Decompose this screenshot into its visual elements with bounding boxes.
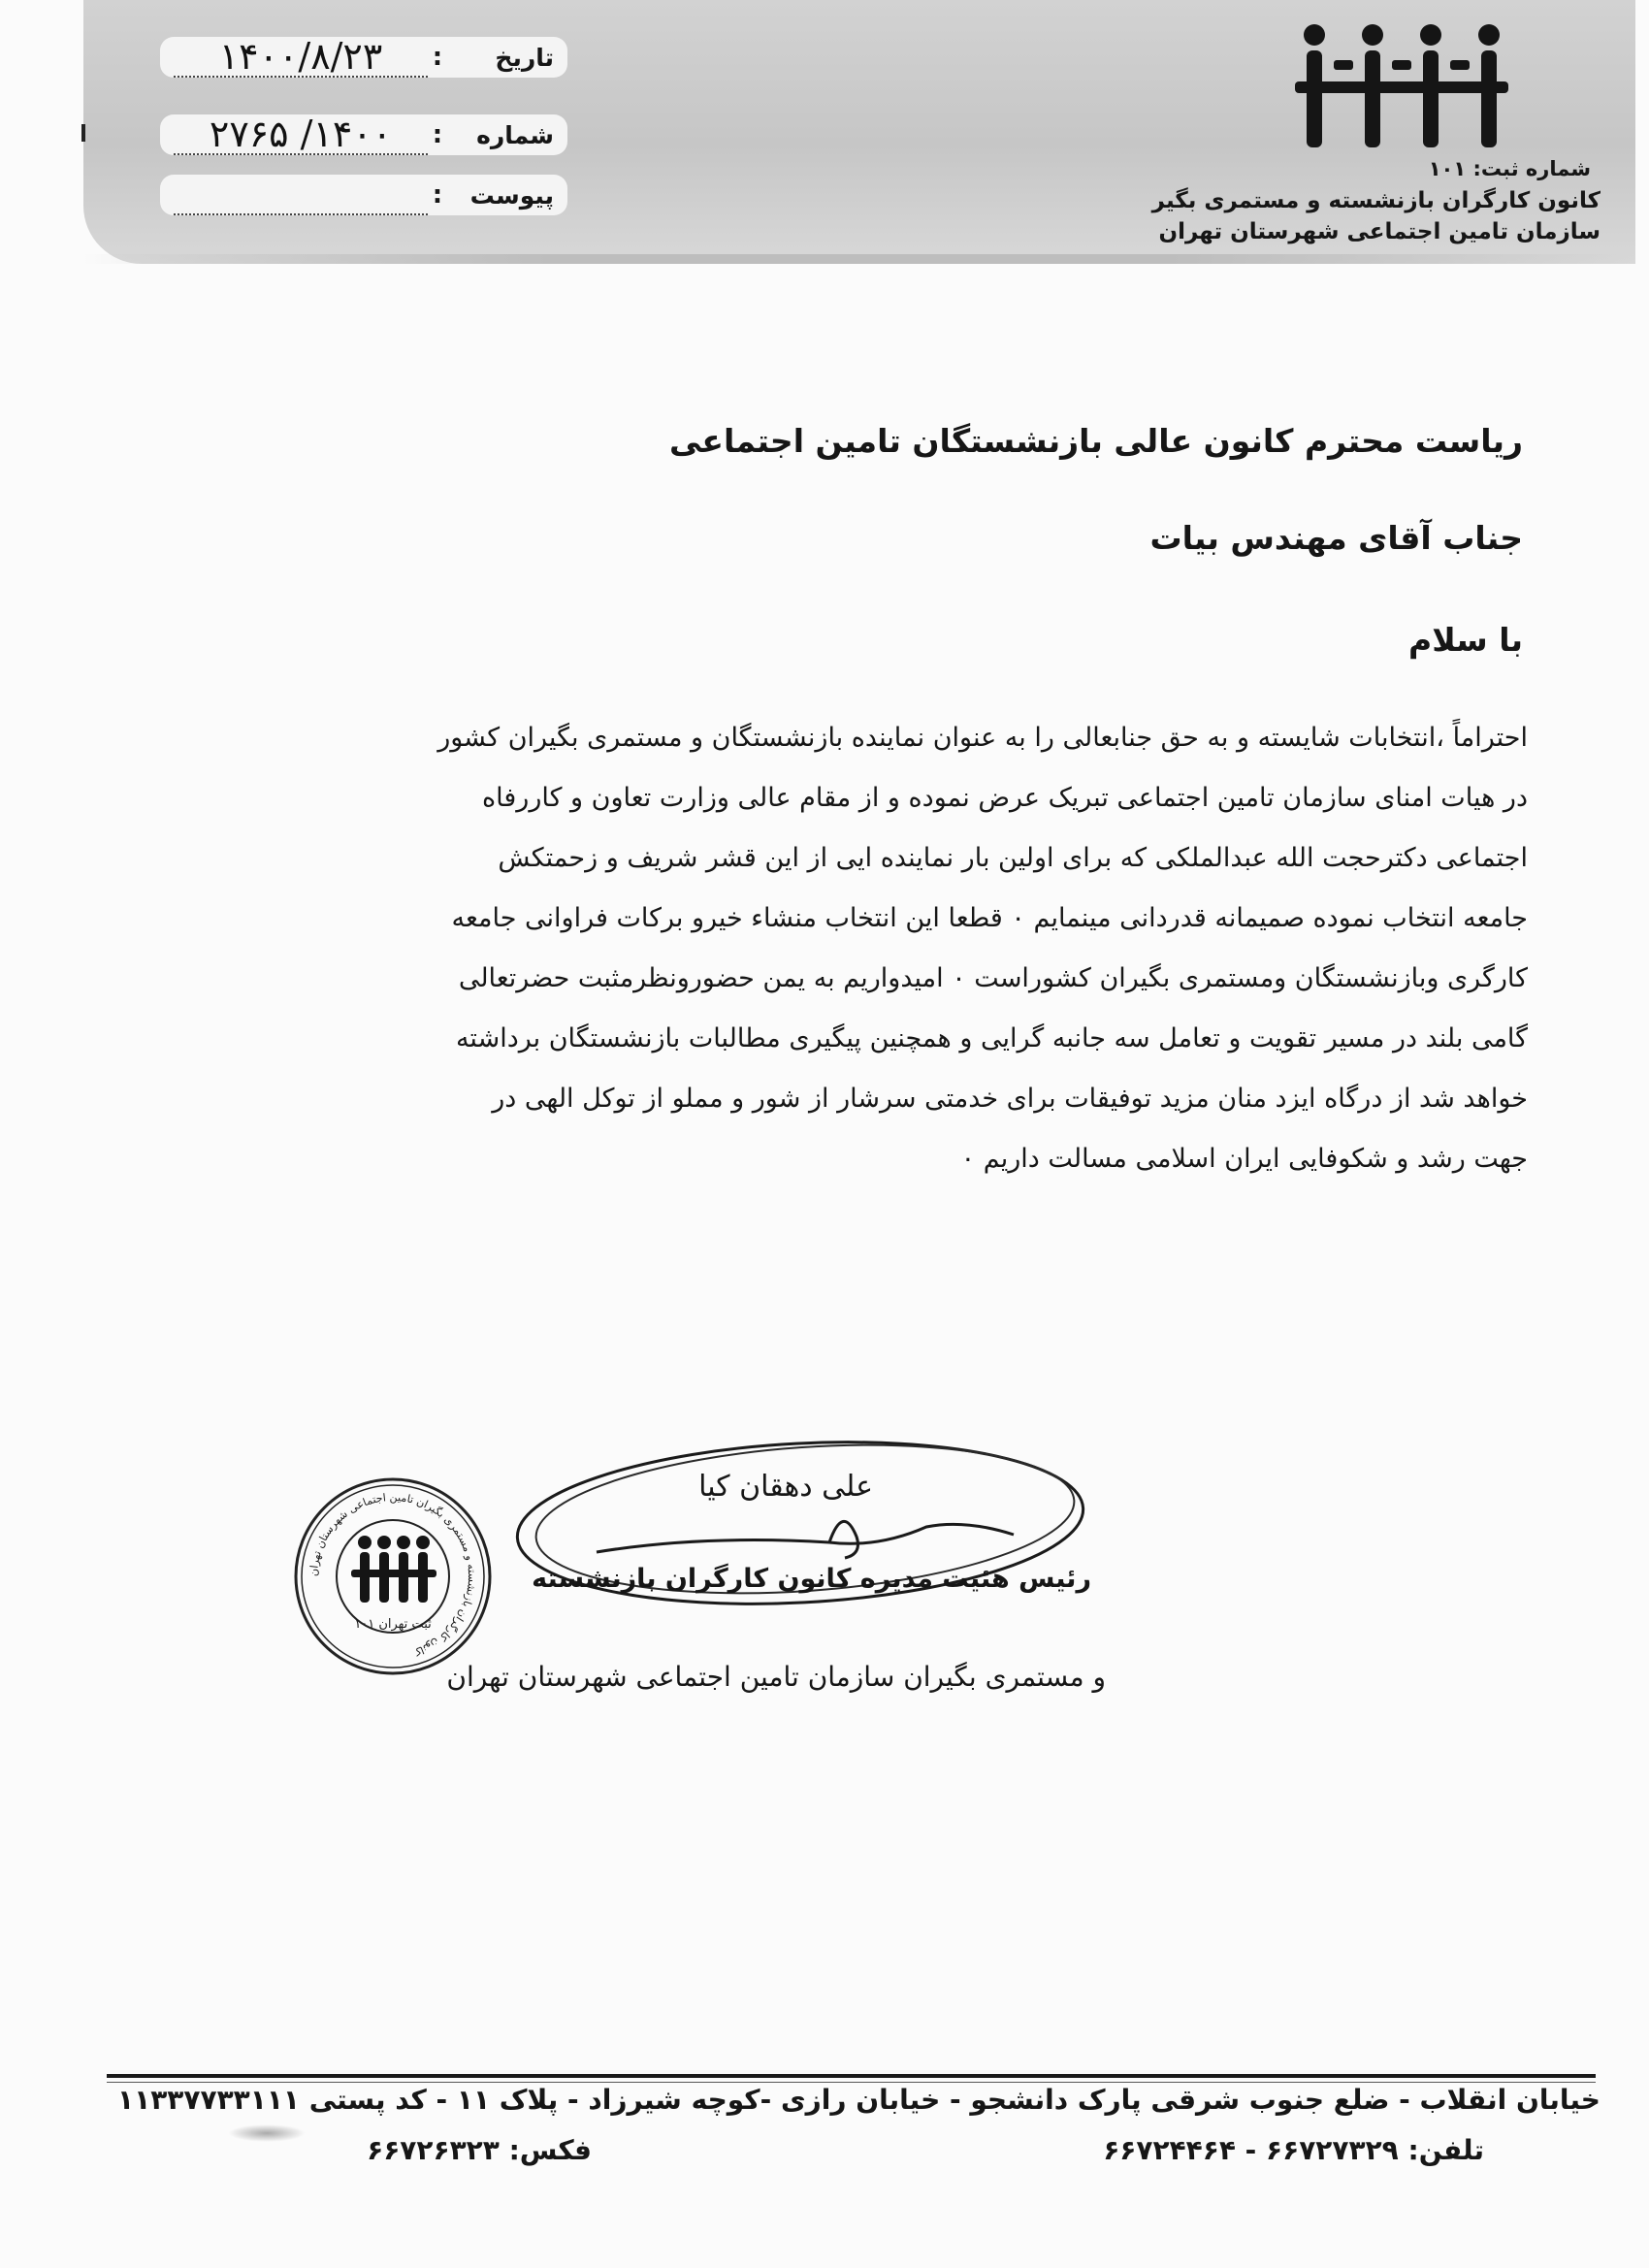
attachment-label: پیوست: [469, 180, 554, 210]
body-line: خواهد شد از درگاه ایزد منان مزید توفیقات برای خدمتی سرشار از شور و مملو از توکل الهی در: [492, 1084, 1528, 1114]
number-label: شماره: [476, 120, 554, 149]
number-value: ۱۴۰۰/ ۲۷۶۵: [174, 114, 428, 155]
official-stamp-icon: [291, 1474, 495, 1678]
footer-divider: [107, 2074, 1596, 2078]
body-line: احتراماً ،انتخابات شایسته و به حق جنابعالی را به عنوان نماینده بازنشستگان و مستمری بگیران کشور: [437, 723, 1528, 753]
footer-address: خیابان انقلاب - ضلع جنوب شرقی پارک دانشجو - خیابان رازی -کوچه شیرزاد - پلاک ۱۱ - کد پستی ۱۱۳۳۷۷۳۳۱۱۱: [117, 2084, 1600, 2116]
stamp-number: ثبت تهران ۱۰۱: [354, 1617, 432, 1632]
greeting: با سلام: [1408, 621, 1523, 659]
recipient-title: ریاست محترم کانون عالی بازنشستگان تامین اجتماعی: [669, 422, 1523, 460]
scan-smudge: [228, 2124, 306, 2142]
organization-parent: سازمان تامین اجتماعی شهرستان تهران: [1158, 219, 1600, 244]
body-line: گامی بلند در مسیر تقویت و تعامل سه جانبه گرایی و همچنین پیگیری مطالبات بازنشستگان برداشته: [455, 1023, 1528, 1053]
date-colon: :: [432, 43, 443, 72]
attachment-colon: :: [432, 180, 443, 210]
number-field: [160, 114, 567, 155]
registration-number: شماره ثبت: ۱۰۱: [1428, 157, 1591, 180]
date-label: تاریخ: [495, 43, 554, 72]
date-field: [160, 37, 567, 78]
stamp-text: کانون کارگران بازنشسته و مستمری بگیران تامین اجتماعی شهرستان تهران: [307, 1490, 479, 1659]
body-line: جامعه انتخاب نموده صمیمانه قدردانی مینمایم ۰ قطعا این انتخاب منشاء خیرو برکات فراوانی جامعه: [451, 903, 1528, 933]
attachment-field: [160, 175, 567, 215]
body-line: جهت رشد و شکوفایی ایران اسلامی مسالت داریم ۰: [960, 1144, 1528, 1174]
date-value: ۱۴۰۰/۸/۲۳: [174, 37, 428, 78]
attachment-value: [174, 175, 428, 215]
signer-title: رئیس هئیت مدیره کانون کارگران بازنشسته: [532, 1564, 1091, 1594]
recipient-name: جناب آقای مهندس بیات: [1149, 519, 1523, 557]
body-line: کارگری وبازنشستگان ومستمری بگیران کشوراست ۰ امیدواریم به یمن حضورونظرمثبت حضرتعالی: [458, 963, 1528, 993]
body-line: اجتماعی دکترحجت الله عبدالملکی که برای اولین بار نماینده ایی از این قشر شریف و زحمتکش: [498, 843, 1528, 873]
body-line: در هیات امنای سازمان تامین اجتماعی تبریک عرض نموده و از مقام عالی وزارت تعاون و کاررفاه: [482, 783, 1528, 813]
footer-divider-thin: [107, 2082, 1596, 2083]
signer-organization: و مستمری بگیران سازمان تامین اجتماعی شهرستان تهران: [446, 1661, 1106, 1693]
number-colon: :: [432, 120, 443, 149]
signer-name: علی دهقان کیا: [698, 1470, 873, 1504]
footer-phones: تلفن: ۶۶۷۲۷۳۲۹ - ۶۶۷۲۴۴۶۴: [1103, 2134, 1484, 2166]
organization-logo-icon: [1285, 21, 1518, 157]
footer-fax: فکس: ۶۶۷۲۶۳۲۳: [367, 2134, 592, 2166]
margin-mark: [81, 124, 85, 142]
organization-name: کانون کارگران بازنشسته و مستمری بگیر: [1151, 188, 1600, 213]
letter-body: [296, 708, 1528, 1189]
